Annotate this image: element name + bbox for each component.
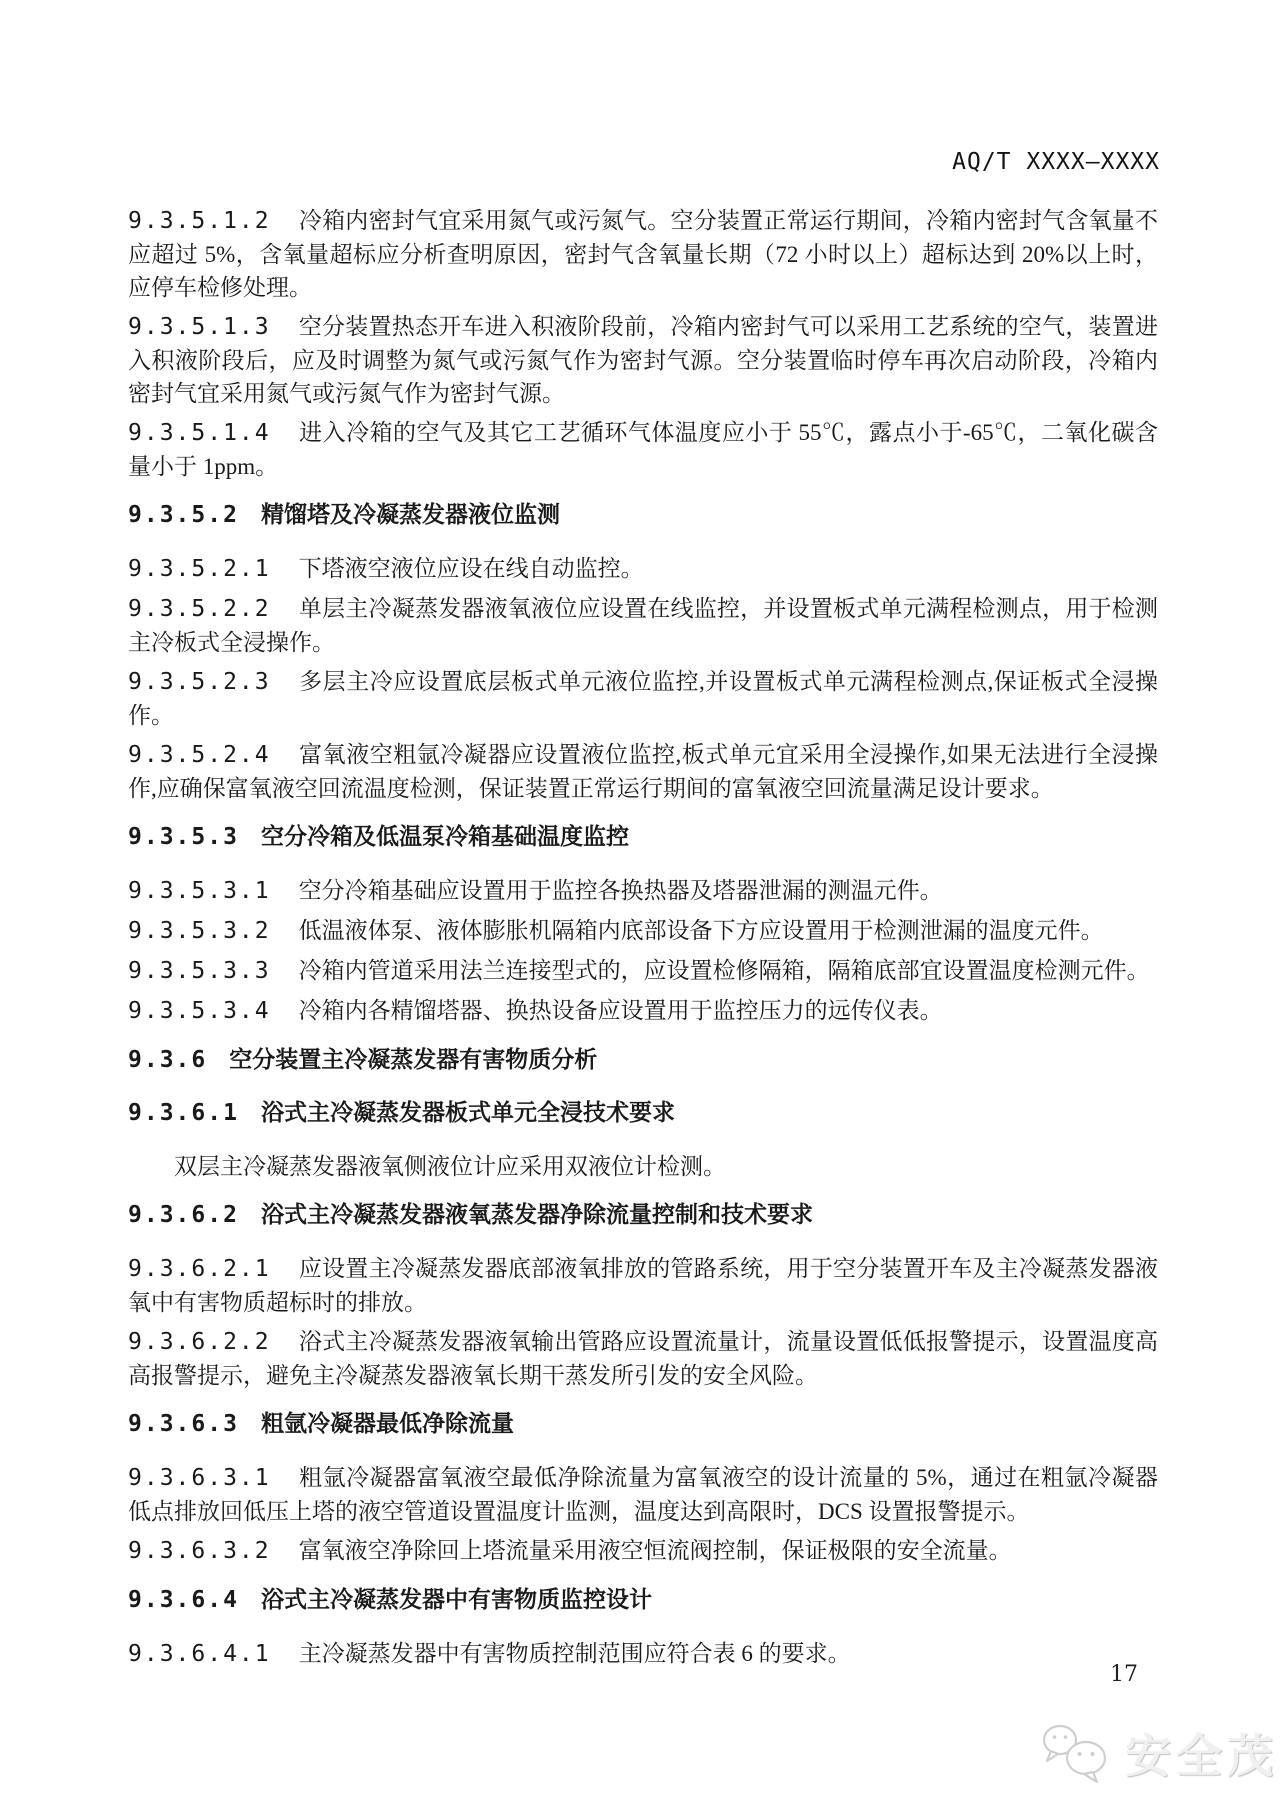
clause-text: 下塔液空液位应设在线自动监控。 <box>298 556 644 581</box>
clause-number: 9.3.5.3 <box>128 824 239 850</box>
watermark <box>1039 1720 1278 1786</box>
clause-number: 9.3.6.4.1 <box>128 1641 271 1667</box>
clause-text: 浴式主冷凝蒸发器中有害物质监控设计 <box>260 1587 652 1613</box>
clause-number: 9.3.5.3.2 <box>128 918 271 944</box>
wechat-icon <box>1039 1721 1115 1785</box>
section-heading <box>128 1408 1158 1441</box>
paragraph <box>128 310 1158 410</box>
section-heading <box>128 499 1158 532</box>
paragraph <box>128 914 1158 948</box>
clause-text: 空分装置主冷凝蒸发器有害物质分析 <box>229 1047 598 1073</box>
clause-text: 应设置主冷凝蒸发器底部液氧排放的管路系统，用于空分装置开车及主冷凝蒸发器液氧中有害物质超标时的排放。 <box>128 1256 1158 1315</box>
clause-number: 9.3.5.3.3 <box>128 958 271 984</box>
clause-number: 9.3.5.1.3 <box>128 314 271 340</box>
clause-number: 9.3.6.3 <box>128 1411 239 1437</box>
clause-number: 9.3.5.1.2 <box>128 208 271 234</box>
clause-text: 浴式主冷凝蒸发器液氧蒸发器净除流量控制和技术要求 <box>260 1202 813 1228</box>
clause-number: 9.3.5.1.4 <box>128 420 271 446</box>
clause-text: 冷箱内各精馏塔器、换热设备应设置用于监控压力的远传仪表。 <box>298 998 943 1023</box>
paragraph <box>128 1325 1158 1392</box>
clause-number: 9.3.5.2.1 <box>128 556 271 582</box>
paragraph <box>128 1150 1158 1183</box>
clause-number: 9.3.5.3.4 <box>128 998 271 1024</box>
clause-number: 9.3.6.2.1 <box>128 1256 271 1282</box>
paragraph <box>128 874 1158 908</box>
clause-text: 空分装置热态开车进入积液阶段前，冷箱内密封气可以采用工艺系统的空气，装置进入积液阶段后，应及时调整为氮气或污氮气作为密封气源。空分装置临时停车再次启动阶段，冷箱内密封气宜采用氮气或污氮气作为密封气源。 <box>128 314 1158 406</box>
paragraph <box>128 592 1158 659</box>
document-body <box>128 204 1158 1677</box>
section-heading <box>128 821 1158 854</box>
paragraph <box>128 1461 1158 1528</box>
document-header-code: AQ/T XXXX—XXXX <box>952 149 1160 175</box>
paragraph <box>128 994 1158 1028</box>
clause-text: 精馏塔及冷凝蒸发器液位监测 <box>260 502 560 528</box>
clause-number: 9.3.5.2.4 <box>128 742 271 768</box>
clause-text: 粗氩冷凝器最低净除流量 <box>260 1411 514 1437</box>
paragraph <box>128 954 1158 988</box>
paragraph <box>128 416 1158 483</box>
clause-number: 9.3.5.2 <box>128 502 239 528</box>
section-heading <box>128 1097 1158 1130</box>
clause-number: 9.3.6.4 <box>128 1587 239 1613</box>
clause-number: 9.3.6.2.2 <box>128 1329 271 1355</box>
paragraph <box>128 1637 1158 1671</box>
clause-text: 冷箱内密封气宜采用氮气或污氮气。空分装置正常运行期间，冷箱内密封气含氧量不应超过 5%，含氧量超标应分析查明原因，密封气含氧量长期（72 小时以上）超标达到 20%以上时，应停车检修处理。 <box>128 208 1158 300</box>
paragraph <box>128 1252 1158 1319</box>
clause-number: 9.3.6.3.1 <box>128 1465 271 1491</box>
clause-number: 9.3.5.2.3 <box>128 669 271 695</box>
clause-text: 富氧液空粗氩冷凝器应设置液位监控,板式单元宜采用全浸操作,如果无法进行全浸操作,应确保富氧液空回流温度检测，保证装置正常运行期间的富氧液空回流量满足设计要求。 <box>128 742 1158 801</box>
paragraph <box>128 738 1158 805</box>
clause-text: 冷箱内管道采用法兰连接型式的，应设置检修隔箱，隔箱底部宜设置温度检测元件。 <box>298 958 1150 983</box>
clause-text: 双层主冷凝蒸发器液氧侧液位计应采用双液位计检测。 <box>174 1154 726 1179</box>
section-heading <box>128 1044 1158 1077</box>
paragraph <box>128 1534 1158 1568</box>
clause-number: 9.3.6.1 <box>128 1100 239 1126</box>
section-heading <box>128 1584 1158 1617</box>
clause-text: 空分冷箱及低温泵冷箱基础温度监控 <box>260 824 629 850</box>
watermark-label: 安全茂 <box>1125 1729 1278 1783</box>
page-number: 17 <box>1110 1662 1138 1687</box>
clause-number: 9.3.5.3.1 <box>128 878 271 904</box>
clause-text: 主冷凝蒸发器中有害物质控制范围应符合表 6 的要求。 <box>298 1641 851 1666</box>
clause-text: 空分冷箱基础应设置用于监控各换热器及塔器泄漏的测温元件。 <box>298 878 943 903</box>
clause-text: 多层主冷应设置底层板式单元液位监控,并设置板式单元满程检测点,保证板式全浸操作。 <box>128 669 1158 728</box>
clause-text: 粗氩冷凝器富氧液空最低净除流量为富氧液空的设计流量的 5%，通过在粗氩冷凝器低点排放回低压上塔的液空管道设置温度计监测，温度达到高限时，DCS 设置报警提示。 <box>128 1465 1158 1524</box>
paragraph <box>128 665 1158 732</box>
clause-text: 低温液体泵、液体膨胀机隔箱内底部设备下方应设置用于检测泄漏的温度元件。 <box>298 918 1104 943</box>
paragraph <box>128 204 1158 304</box>
clause-text: 富氧液空净除回上塔流量采用液空恒流阀控制，保证极限的安全流量。 <box>298 1538 1012 1563</box>
paragraph <box>128 552 1158 586</box>
clause-text: 进入冷箱的空气及其它工艺循环气体温度应小于 55℃，露点小于-65℃，二氧化碳含量小于 1ppm。 <box>128 420 1158 479</box>
clause-number: 9.3.6.3.2 <box>128 1538 271 1564</box>
clause-number: 9.3.6.2 <box>128 1202 239 1228</box>
clause-text: 浴式主冷凝蒸发器板式单元全浸技术要求 <box>260 1100 675 1126</box>
clause-number: 9.3.5.2.2 <box>128 596 271 622</box>
clause-text: 单层主冷凝蒸发器液氧液位应设置在线监控，并设置板式单元满程检测点，用于检测主冷板式全浸操作。 <box>128 596 1158 655</box>
clause-text: 浴式主冷凝蒸发器液氧输出管路应设置流量计，流量设置低低报警提示，设置温度高高报警提示，避免主冷凝蒸发器液氧长期干蒸发所引发的安全风险。 <box>128 1329 1158 1388</box>
clause-number: 9.3.6 <box>128 1047 208 1073</box>
section-heading <box>128 1199 1158 1232</box>
